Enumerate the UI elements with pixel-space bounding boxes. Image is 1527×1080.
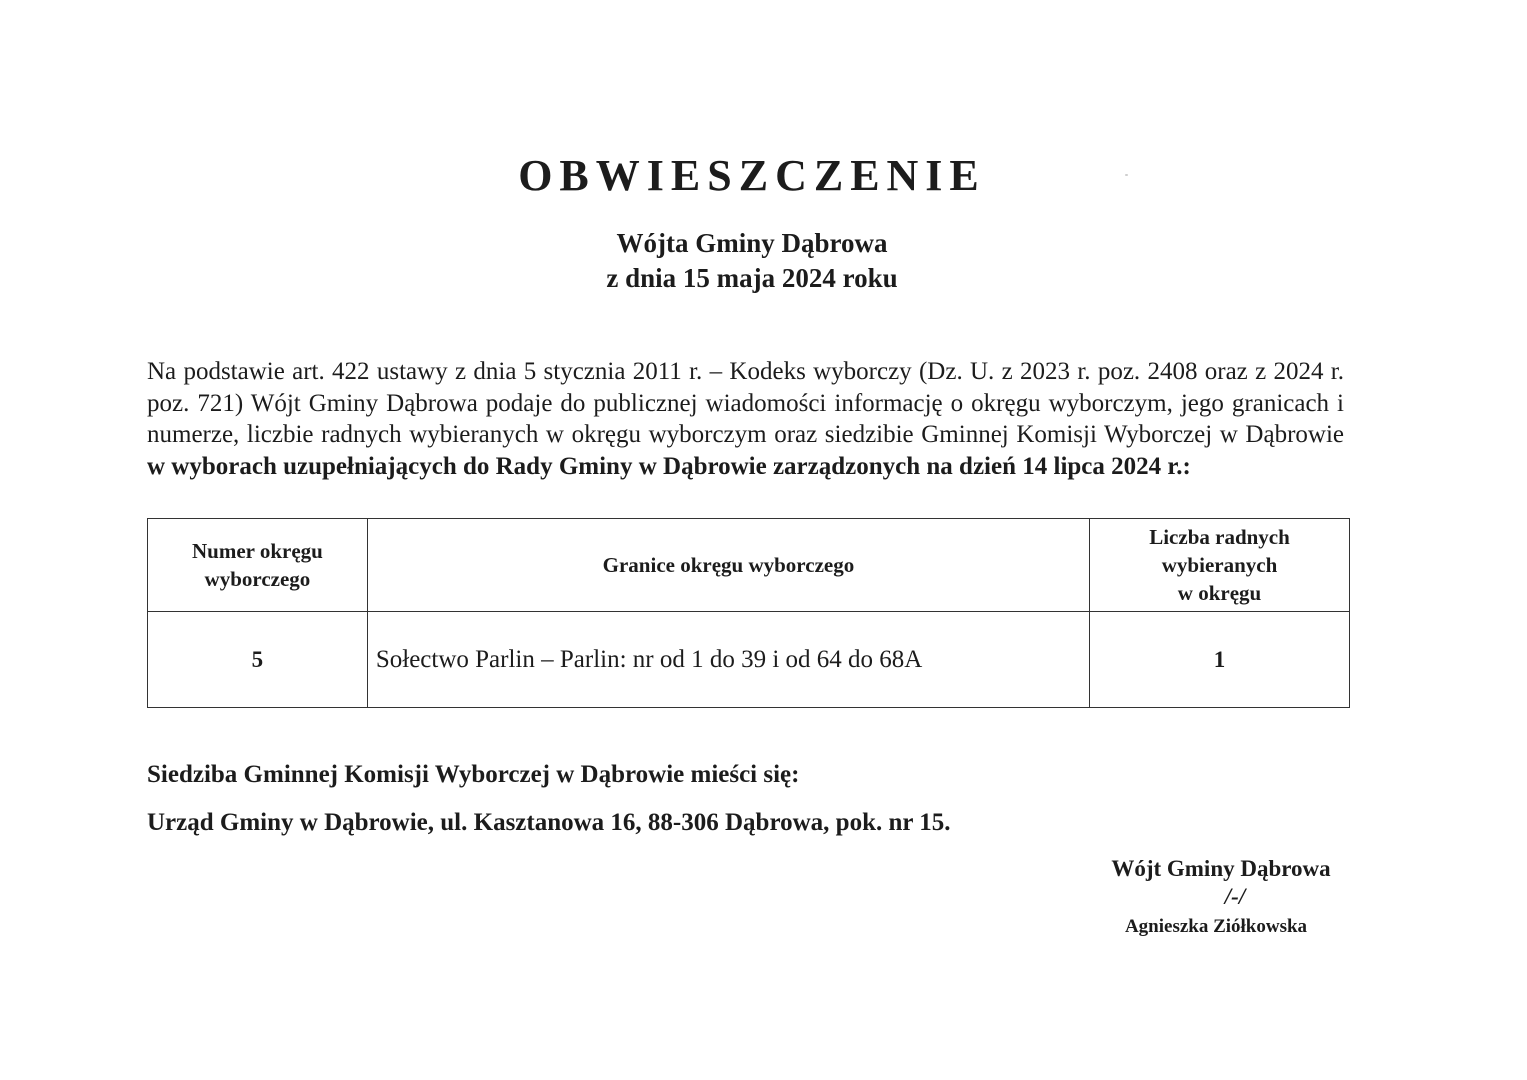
scan-speck [1125, 174, 1128, 176]
intro-paragraph [147, 356, 1344, 482]
intro-text: Na podstawie art. 422 ustawy z dnia 5 stycznia 2011 r. – Kodeks wyborczy (Dz. U. z 2023 r. poz. 2408 oraz z 2024 r. poz. 721) Wójt Gminy Dąbrowa podaje do publicznej wiadomości informację o okręgu wyborczym, jego granicach i numerze, liczbie radnych wybieranych w okręgu wyborczym oraz siedzibie Gminnej Komisji Wyborczej w Dąbrowie [147, 358, 1344, 448]
signature-mark: /-/ [1224, 884, 1246, 909]
cell-district-boundaries: Sołectwo Parlin – Parlin: nr od 1 do 39 i od 64 do 68A [367, 612, 1089, 708]
header-district-boundaries: Granice okręgu wyborczego [367, 519, 1089, 612]
signature-role: Wójt Gminy Dąbrowa [1111, 856, 1331, 881]
header-district-number: Numer okręgu wyborczego [148, 519, 368, 612]
intro-bold-text: w wyborach uzupełniających do Rady Gminy w Dąbrowie zarządzonych na dzień 14 lipca 2024 r.: [147, 452, 1191, 480]
header-seat-count-line2: wybieranych [1161, 553, 1278, 577]
header-seat-count-line1: Liczba radnych [1149, 525, 1290, 549]
commission-seat-label: Siedziba Gminnej Komisji Wyborczej w Dąbrowie mieści się: [147, 761, 800, 788]
signature-name: Agnieszka Ziółkowska [1124, 916, 1308, 937]
commission-seat-address: Urząd Gminy w Dąbrowie, ul. Kasztanowa 16, 88-306 Dąbrowa, pok. nr 15. [147, 809, 951, 836]
table-header-row [148, 519, 1350, 612]
table-row [148, 612, 1350, 708]
header-seat-count-line3: w okręgu [1177, 581, 1262, 605]
header-seat-count [1090, 519, 1350, 612]
district-table [147, 518, 1350, 708]
document-title: OBWIESZCZENIE [518, 151, 986, 200]
cell-seat-count: 1 [1090, 612, 1350, 708]
cell-district-number: 5 [148, 612, 368, 708]
date-line: z dnia 15 maja 2024 roku [606, 263, 898, 293]
issuer-line: Wójta Gminy Dąbrowa [616, 228, 888, 258]
